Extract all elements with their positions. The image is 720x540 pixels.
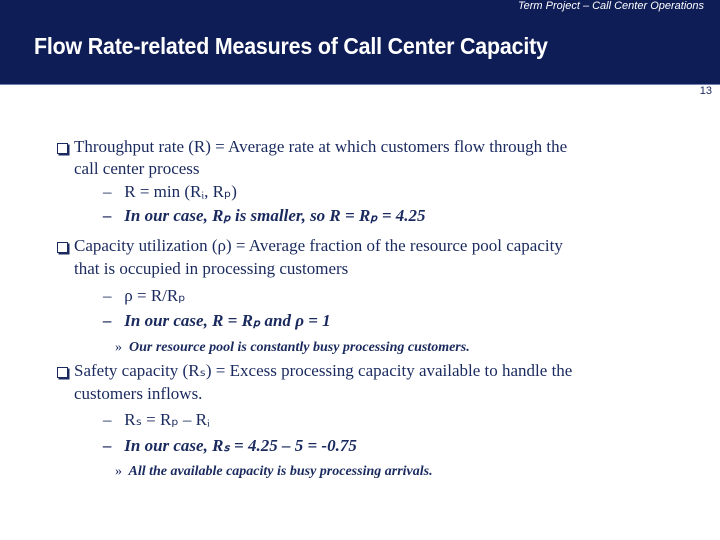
slide-title: Flow Rate-related Measures of Call Center Capacity xyxy=(34,33,548,59)
title-bar xyxy=(0,0,720,85)
dash-marker: – xyxy=(103,436,112,455)
dash-marker: – xyxy=(103,410,112,429)
bullet-2-sub-1 xyxy=(103,286,186,306)
bullet-3-sub-2 xyxy=(103,436,357,456)
bullet-3-subsub xyxy=(115,462,433,482)
bullet-square-icon xyxy=(57,367,68,378)
bullet-1-line-1: Throughput rate (R) = Average rate at which customers flow through the xyxy=(74,137,568,156)
bullet-3-sub-1 xyxy=(103,410,210,430)
sub-text: R = min (Rᵢ, Rₚ) xyxy=(124,182,237,201)
bullet-2-sub-2 xyxy=(103,311,331,331)
sub-text: Rₛ = Rₚ – Rᵢ xyxy=(124,410,210,429)
subsub-marker: » xyxy=(115,464,122,479)
bullet-2-subsub xyxy=(115,338,470,358)
bullet-1-sub-1 xyxy=(103,182,237,202)
dash-marker: – xyxy=(103,286,112,305)
project-note: Term Project – Call Center Operations xyxy=(517,0,704,12)
subsub-text: Our resource pool is constantly busy processing customers. xyxy=(129,340,470,355)
sub-text: ρ = R/Rₚ xyxy=(124,286,186,305)
bullet-2-line-2: that is occupied in processing customers xyxy=(74,259,349,278)
subsub-text: All the available capacity is busy processing arrivals. xyxy=(128,464,433,479)
dash-marker: – xyxy=(103,311,112,330)
bullet-1-sub-2 xyxy=(103,206,426,226)
dash-marker: – xyxy=(103,206,112,225)
subsub-marker: » xyxy=(115,340,122,355)
sub-text: In our case, R = Rₚ and ρ = 1 xyxy=(124,311,331,330)
dash-marker: – xyxy=(103,182,112,201)
bullet-2-line-1: Capacity utilization (ρ) = Average fraction of the resource pool capacity xyxy=(74,236,563,255)
bullet-square-icon xyxy=(57,242,68,253)
page-number: 13 xyxy=(699,85,712,97)
bullet-1-line-2: call center process xyxy=(74,159,200,178)
sub-text: In our case, Rₛ = 4.25 – 5 = -0.75 xyxy=(124,436,357,455)
sub-text: In our case, Rₚ is smaller, so R = Rₚ = 4.25 xyxy=(124,206,426,225)
bullet-3-line-1: Safety capacity (Rₛ) = Excess processing capacity available to handle the xyxy=(74,361,573,380)
bullet-square-icon xyxy=(57,143,68,154)
bullet-3-line-2: customers inflows. xyxy=(74,384,203,403)
